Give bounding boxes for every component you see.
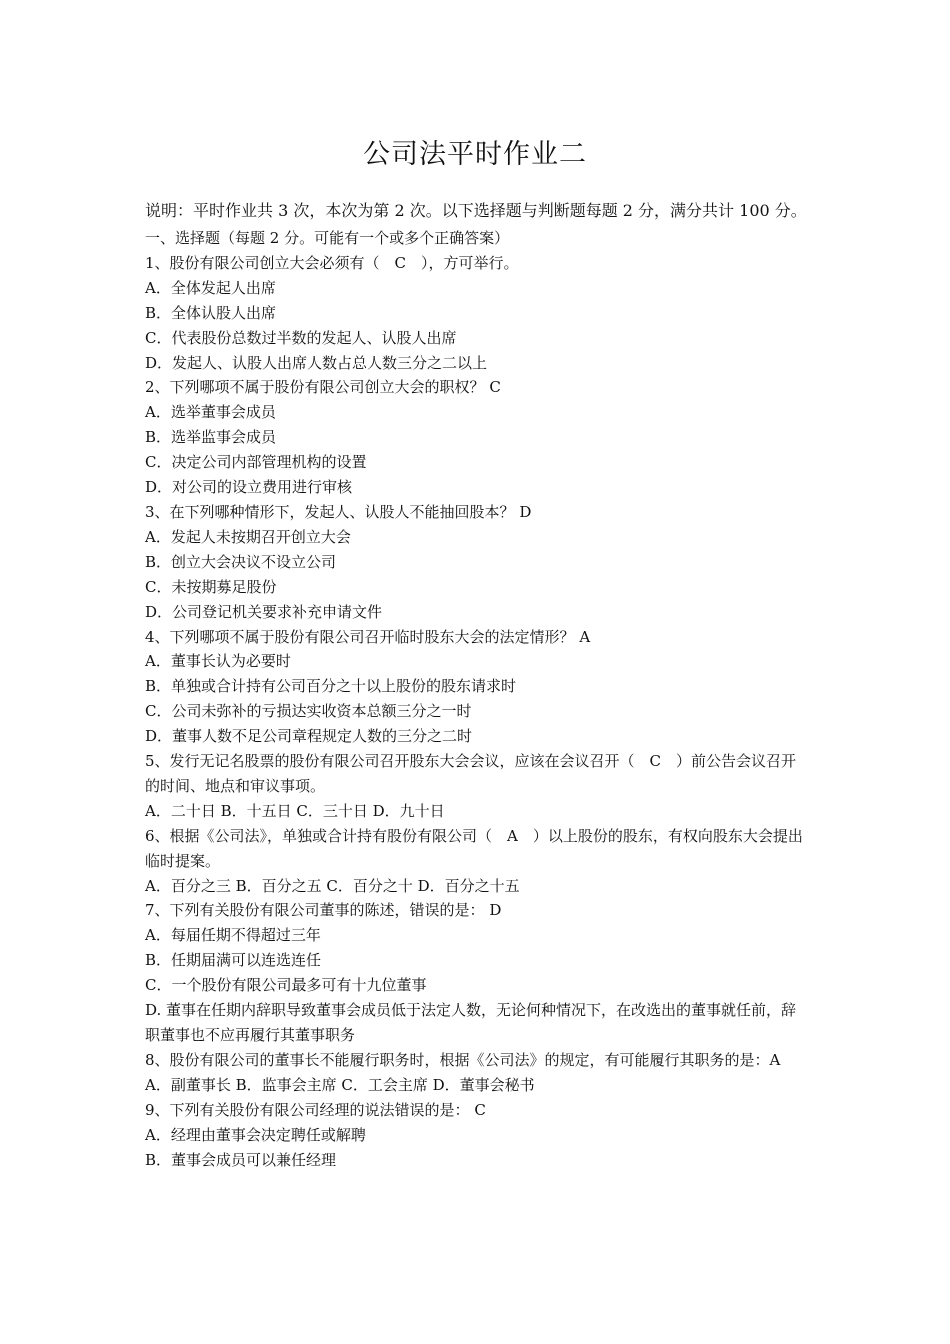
option-line: B．任期届满可以连选连任	[145, 951, 322, 970]
question-9: 9、下列有关股份有限公司经理的说法错误的是： C	[145, 1100, 486, 1119]
section-heading: 一、选择题（每题 2 分。可能有一个或多个正确答案）	[145, 229, 510, 247]
question-5: 5、发行无记名股票的股份有限公司召开股东大会会议，应该在会议召开（ C ）前公告会议召开的时间、地点和审议事项。	[145, 752, 797, 795]
question-3: 3、在下列哪种情形下，发起人、认股人不能抽回股本？ D	[145, 502, 532, 521]
question-8: 8、股份有限公司的董事长不能履行职务时，根据《公司法》的规定，有可能履行其职务的是：A	[145, 1050, 781, 1069]
option-line: B．创立大会决议不设立公司	[145, 552, 337, 571]
option-line: A．发起人未按期召开创立大会	[145, 527, 351, 546]
option-line: B．单独或合计持有公司百分之十以上股份的股东请求时	[145, 677, 517, 696]
option-line: D．对公司的设立费用进行审核	[145, 478, 353, 497]
page-title: 公司法平时作业二	[363, 139, 587, 170]
option-line: C．代表股份总数过半数的发起人、认股人出席	[145, 328, 457, 347]
intro-paragraph: 说明：平时作业共 3 次，本次为第 2 次。以下选择题与判断题每题 2 分，满分共计 100 分。	[145, 201, 807, 220]
option-line: A．选举董事会成员	[145, 403, 276, 422]
option-line: A．全体发起人出席	[145, 278, 276, 297]
option-line: D．发起人、认股人出席人数占总人数三分之二以上	[145, 353, 488, 372]
option-line: D. 董事在任期内辞职导致董事会成员低于法定人数，无论何种情况下，在改选出的董事就任前，辞职董事也不应再履行其董事职务	[145, 1001, 797, 1044]
question-2: 2、下列哪项不属于股份有限公司创立大会的职权？ C	[145, 378, 501, 397]
option-line: C．决定公司内部管理机构的设置	[145, 453, 367, 472]
option-line: A．董事长认为必要时	[145, 652, 291, 671]
option-line: B．选举监事会成员	[145, 428, 277, 447]
option-line: A．每届任期不得超过三年	[145, 926, 321, 945]
option-line: A．百分之三 B．百分之五 C．百分之十 D．百分之十五	[145, 876, 520, 895]
option-line: B．全体认股人出席	[145, 303, 277, 322]
option-line: B．董事会成员可以兼任经理	[145, 1150, 337, 1169]
option-line: C．未按期募足股份	[145, 577, 277, 596]
option-line: C．一个股份有限公司最多可有十九位董事	[145, 976, 427, 995]
question-6: 6、根据《公司法》，单独或合计持有股份有限公司（ A ）以上股份的股东，有权向股东大会提出临时提案。	[145, 826, 803, 870]
document-body	[145, 198, 810, 1172]
question-1: 1、股份有限公司创立大会必须有（ C ），方可举行。	[145, 253, 519, 272]
question-4: 4、下列哪项不属于股份有限公司召开临时股东大会的法定情形？ A	[145, 627, 591, 646]
option-line: A．经理由董事会决定聘任或解聘	[145, 1125, 366, 1144]
option-line: D．董事人数不足公司章程规定人数的三分之二时	[145, 727, 473, 746]
question-7: 7、下列有关股份有限公司董事的陈述，错误的是： D	[145, 901, 502, 920]
option-line: D．公司登记机关要求补充申请文件	[145, 602, 383, 621]
option-line: A．二十日 B．十五日 C．三十日 D．九十日	[145, 801, 445, 820]
option-line: A．副董事长 B．监事会主席 C．工会主席 D．董事会秘书	[145, 1075, 535, 1094]
option-line: C．公司未弥补的亏损达实收资本总额三分之一时	[145, 702, 472, 721]
